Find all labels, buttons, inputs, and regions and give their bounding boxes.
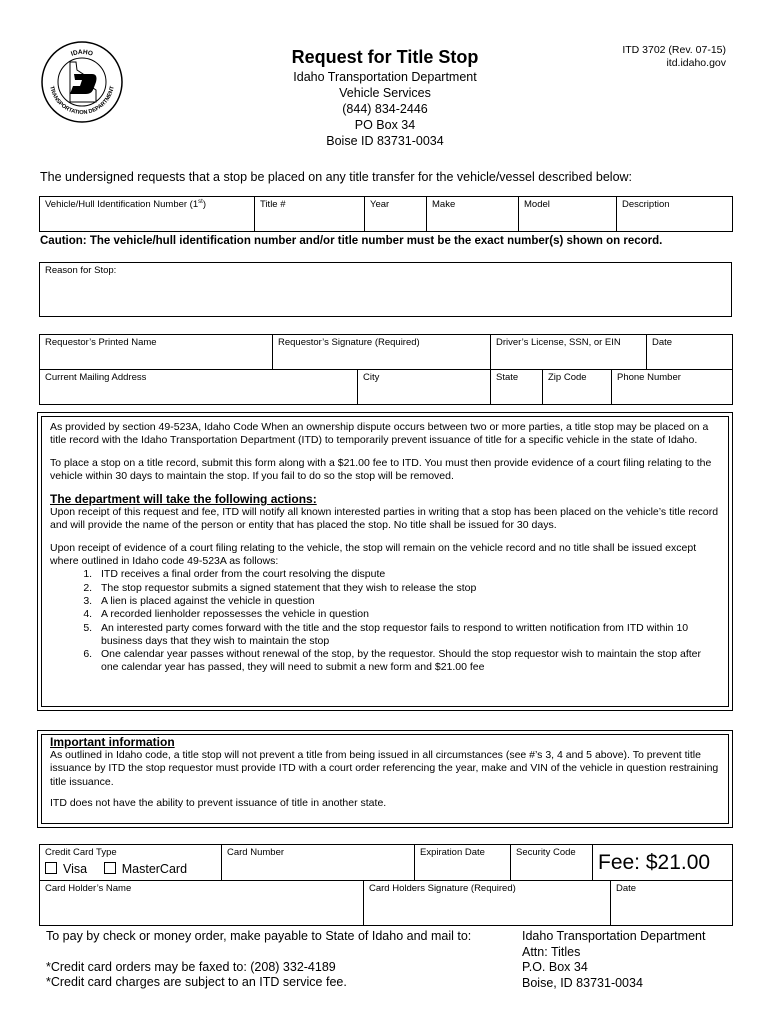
division-name: Vehicle Services bbox=[339, 86, 431, 100]
expiration-field[interactable] bbox=[415, 845, 511, 881]
list-item: 6. One calendar year passes without renewal of the stop, by the requestor. Should the stop requestor wish to maintain the stop after one calendar year has passed, they will need to submit a new form and $21.00 fee bbox=[95, 648, 720, 675]
mail-address-line: Idaho Transportation Department bbox=[522, 929, 706, 943]
itd-seal-logo bbox=[40, 40, 124, 124]
info-paragraph-3: Upon receipt of this request and fee, ITD will notify all known interested parties in writing that a stop has been placed on the vehicle’s title record and will provide the name of the person or entity that has placed the stop. No title shall be issued for 30 days. bbox=[50, 506, 719, 532]
card-holder-signature-label: Card Holders Signature (Required) bbox=[369, 883, 516, 894]
card-number-field[interactable] bbox=[222, 845, 415, 881]
reason-table bbox=[39, 262, 732, 317]
info-paragraph-4: Upon receipt of evidence of a court filing relating to the vehicle, the stop will remain on the vehicle record and no title shall be issued except where outlined in Idaho code 49-523A as follows: bbox=[50, 541, 697, 568]
mailing-address-label: Current Mailing Address bbox=[45, 372, 147, 383]
mail-address-block bbox=[522, 929, 705, 991]
mail-address-line: Boise, ID 83731-0034 bbox=[522, 975, 643, 990]
info-paragraph-1: As provided by section 49-523A, Idaho Code When an ownership dispute occurs between two or more parties, a title stop may be placed on a title record with the Idaho Transportation Department (ITD) to temporarily prevent issuance of title for a specific vehicle in the state of Idaho. bbox=[50, 421, 709, 447]
vin-label-close: ) bbox=[202, 199, 206, 211]
description-label: Description bbox=[622, 199, 670, 210]
list-item: 4. A recorded lienholder repossesses the vehicle in question bbox=[95, 608, 720, 621]
vehicle-table bbox=[39, 196, 733, 232]
zip-field[interactable] bbox=[543, 370, 612, 405]
reason-field[interactable] bbox=[40, 263, 732, 317]
vin-label-sup: st bbox=[198, 199, 203, 205]
title-number-field[interactable] bbox=[255, 197, 365, 232]
phone-label: Phone Number bbox=[617, 372, 681, 383]
card-holder-name-label: Card Holder’s Name bbox=[45, 883, 132, 894]
website: itd.idaho.gov bbox=[666, 57, 726, 69]
zip-label: Zip Code bbox=[548, 372, 587, 383]
caution-text: Caution: The vehicle/hull identification number and/or title number must be the exact number(s) shown on record. bbox=[40, 235, 663, 247]
mail-address-line: P.O. Box 34 bbox=[522, 960, 588, 974]
seal-bottom-text: TRANSPORTATION DEPARTMENT bbox=[48, 85, 116, 117]
list-item: 3. A lien is placed against the vehicle in question bbox=[95, 595, 720, 608]
payment-row-2 bbox=[39, 880, 733, 926]
security-code-field[interactable] bbox=[511, 845, 593, 881]
card-type-field bbox=[40, 845, 222, 881]
fee-cell bbox=[593, 845, 733, 881]
requestor-signature-label: Requestor’s Signature (Required) bbox=[278, 337, 420, 348]
requestor-row-2 bbox=[39, 369, 733, 405]
city-field[interactable] bbox=[358, 370, 491, 405]
seal-top-text: IDAHO bbox=[70, 48, 94, 58]
card-holder-signature-field[interactable] bbox=[364, 881, 611, 926]
visa-checkbox[interactable] bbox=[45, 862, 57, 874]
actions-list bbox=[50, 568, 720, 674]
important-paragraph-2: ITD does not have the ability to prevent issuance of title in another state. bbox=[50, 796, 387, 809]
year-field[interactable] bbox=[365, 197, 427, 232]
license-field[interactable] bbox=[491, 335, 647, 370]
info-box bbox=[41, 416, 729, 707]
mail-address-line: Attn: Titles bbox=[522, 944, 581, 959]
requestor-signature-field[interactable] bbox=[273, 335, 491, 370]
form-number: ITD 3702 (Rev. 07-15) bbox=[622, 44, 726, 56]
title-number-label: Title # bbox=[260, 199, 286, 210]
model-field[interactable] bbox=[519, 197, 617, 232]
list-item: 1. ITD receives a final order from the court resolving the dispute bbox=[95, 568, 720, 581]
fax-note: *Credit card orders may be faxed to: (208) 332-4189 bbox=[46, 960, 336, 974]
mastercard-checkbox[interactable] bbox=[104, 862, 116, 874]
expiration-label: Expiration Date bbox=[420, 847, 485, 858]
card-holder-name-field[interactable] bbox=[40, 881, 364, 926]
mailing-address-field[interactable] bbox=[40, 370, 358, 405]
payment-row-1 bbox=[39, 844, 733, 881]
requestor-date-field[interactable] bbox=[647, 335, 733, 370]
requestor-date-label: Date bbox=[652, 337, 673, 348]
department-phone: (844) 834-2446 bbox=[342, 102, 428, 116]
requestor-name-label: Requestor’s Printed Name bbox=[45, 337, 157, 348]
important-box bbox=[41, 734, 729, 824]
vin-field[interactable] bbox=[40, 197, 255, 232]
svg-text:IDAHO bbox=[70, 49, 94, 58]
city-label: City bbox=[363, 372, 380, 383]
pay-note: To pay by check or money order, make payable to State of Idaho and mail to: bbox=[46, 929, 472, 943]
state-label: State bbox=[496, 372, 519, 383]
list-item: 2. The stop requestor submits a signed statement that they wish to release the stop bbox=[95, 582, 720, 595]
info-paragraph-2: To place a stop on a title record, submit this form along with a $21.00 fee to ITD. You must then provide evidence of a court filing relating to the vehicle within 30 days to maintain the stop. If you fail to do so the stop will be removed. bbox=[50, 456, 712, 482]
payment-date-label: Date bbox=[616, 883, 637, 894]
security-code-label: Security Code bbox=[516, 847, 576, 858]
department-name: Idaho Transportation Department bbox=[293, 70, 477, 84]
actions-heading: The department will take the following actions: bbox=[50, 492, 317, 507]
intro-text: The undersigned requests that a stop be placed on any title transfer for the vehicle/vessel described below: bbox=[40, 170, 633, 184]
visa-label: Visa bbox=[63, 862, 88, 876]
important-paragraph-1: As outlined in Idaho code, a title stop will not prevent a title from being issued in all circumstances (see #’s 3, 4 and 5 above). To prevent title issuance by ITD the stop requestor must provide ITD with a court order referencing the year, make and VIN of the vehicle in question restraining title issuance. bbox=[50, 749, 719, 788]
card-type-label: Credit Card Type bbox=[45, 847, 117, 858]
department-address-block bbox=[250, 69, 520, 149]
description-field[interactable] bbox=[617, 197, 733, 232]
list-item: 5. An interested party comes forward with the title and the stop requestor fails to respond to written notification from ITD within 10 business days that they wish to maintain the stop bbox=[95, 622, 720, 649]
important-heading: Important information bbox=[50, 735, 175, 749]
vin-label: Vehicle/Hull Identification Number (1 bbox=[45, 199, 199, 211]
model-label: Model bbox=[524, 199, 550, 210]
make-field[interactable] bbox=[427, 197, 519, 232]
department-city: Boise ID 83731-0034 bbox=[326, 134, 444, 148]
card-type-options bbox=[45, 862, 216, 876]
form-title: Request for Title Stop bbox=[291, 47, 479, 67]
state-field[interactable] bbox=[491, 370, 543, 405]
form-meta bbox=[560, 44, 726, 70]
year-label: Year bbox=[370, 199, 390, 210]
card-number-label: Card Number bbox=[227, 847, 285, 858]
reason-label: Reason for Stop: bbox=[45, 265, 117, 276]
make-label: Make bbox=[432, 199, 456, 210]
fee-note: *Credit card charges are subject to an ITD service fee. bbox=[46, 975, 347, 989]
license-label: Driver’s License, SSN, or EIN bbox=[496, 337, 621, 348]
requestor-row-1 bbox=[39, 334, 733, 370]
department-po-box: PO Box 34 bbox=[354, 118, 416, 132]
payment-date-field[interactable] bbox=[611, 881, 733, 926]
mastercard-label: MasterCard bbox=[121, 862, 188, 876]
fee-amount: Fee: $21.00 bbox=[598, 850, 711, 874]
requestor-name-field[interactable] bbox=[40, 335, 273, 370]
phone-field[interactable] bbox=[612, 370, 733, 405]
